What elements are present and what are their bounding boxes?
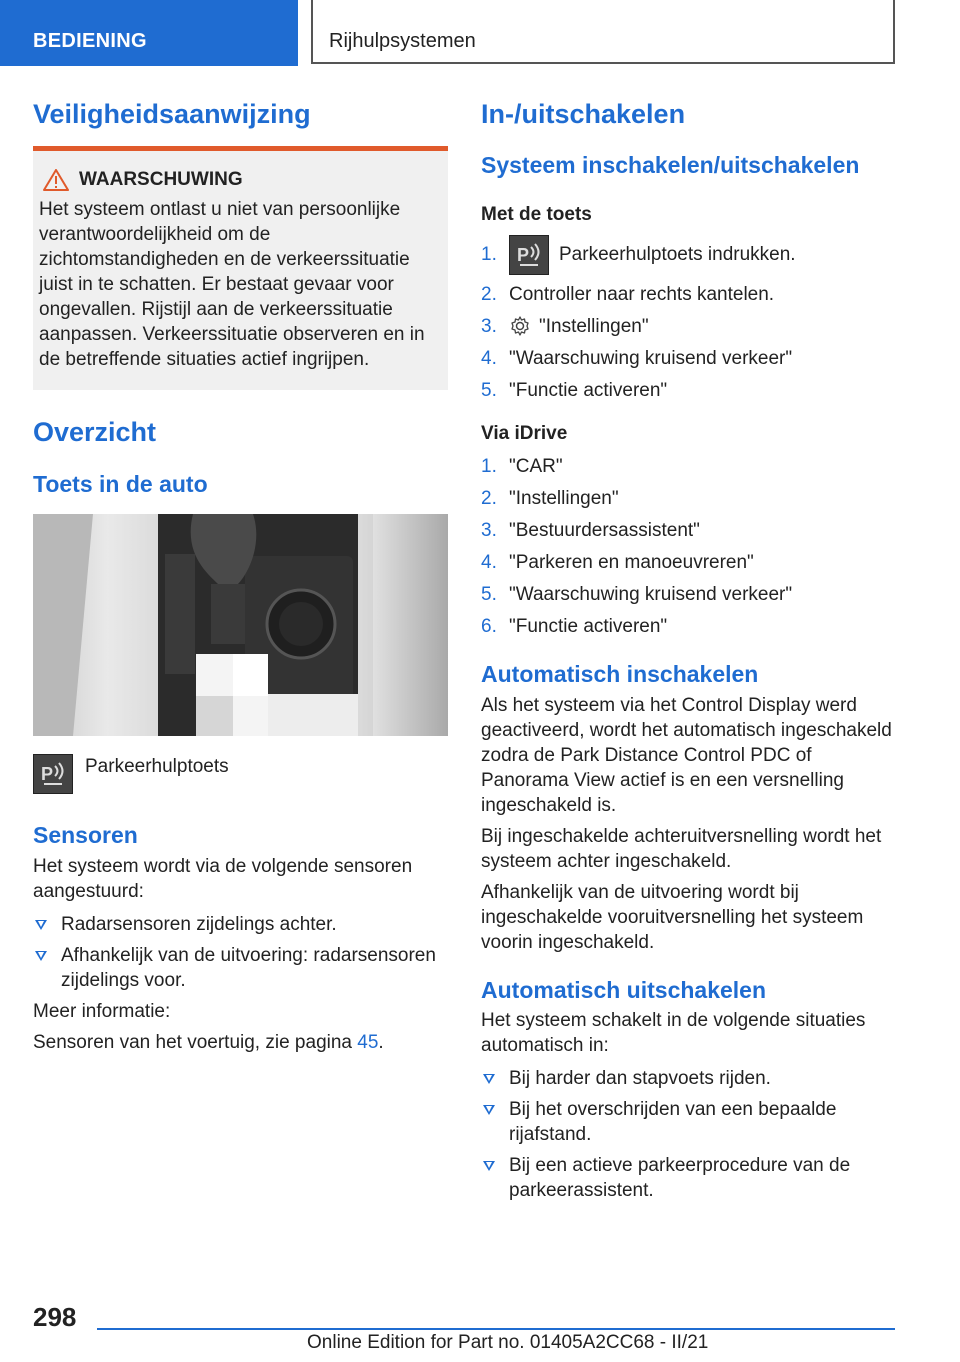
auto-on-heading: Automatisch inschakelen [481, 660, 759, 687]
gear-icon [509, 315, 531, 337]
auto-off-list [481, 1066, 896, 1203]
warning-triangle-icon [43, 169, 69, 191]
list-item: 6. "Functie activeren" [481, 615, 668, 637]
list-item: 5. "Waarschuwing kruisend verkeer" [481, 583, 793, 605]
footer-divider [97, 1328, 895, 1330]
list-item: Radarsensoren zijdelings achter. [33, 912, 448, 937]
list-item: Bij harder dan stapvoets rijden. [481, 1066, 896, 1091]
button-method-heading: Met de toets [481, 203, 592, 225]
idrive-steps [481, 454, 896, 639]
console-illustration [33, 514, 448, 736]
page-reference: Sensoren van het voertuig, zie pagina 45. [33, 1031, 384, 1053]
button-legend [33, 754, 448, 794]
list-item: Bij een actieve parkeerprocedure van de parkeerassistent. [481, 1153, 896, 1203]
button-steps [481, 235, 896, 403]
svg-text:P: P [41, 764, 54, 785]
section-title: BEDIENING [33, 30, 147, 52]
list-item: 2. Controller naar rechts kantelen. [481, 283, 775, 305]
section-tab [0, 0, 298, 66]
auto-on-paragraph-1: Als het systeem via het Control Display werd geactiveerd, wordt het automatisch ingeschakeld zodra de Park Distance Control PDC of Panorama View actief is en een versnelling ingeschakeld is. [481, 694, 892, 816]
onoff-heading: In-/uitschakelen [481, 99, 686, 129]
warning-text: Het systeem ontlast u niet van persoonlijke verantwoordelijkheid om de zichtomstandigheden en de verkeerssituatie juist in te schatten. Er bestaat gevaar voor ongevallen. Rijstijl aan de verkeerssituatie aanpassen. Verkeerssituatie observeren en in de betreffende situaties actief ingrijpen. [39, 199, 425, 371]
idrive-heading: Via iDrive [481, 422, 568, 444]
list-item: 5. "Functie activeren" [481, 379, 668, 401]
overview-heading: Overzicht [33, 417, 157, 448]
right-column [481, 98, 896, 1209]
auto-on-paragraph-3: Afhankelijk van de uitvoering wordt bij ingeschakelde vooruitversnelling het systeem voorin ingeschakeld. [481, 881, 864, 953]
svg-text:P: P [517, 244, 530, 265]
auto-on-paragraph-2: Bij ingeschakelde achteruitversnelling wordt het systeem achter ingeschakeld. [481, 825, 882, 872]
list-item: 3. "Instellingen" [481, 315, 649, 337]
chapter-tab [311, 0, 895, 64]
more-info: Meer informatie: [33, 1000, 171, 1022]
list-item: 1. "CAR" [481, 455, 563, 477]
auto-off-heading: Automatisch uitschakelen [481, 976, 767, 1003]
chapter-title: Rijhulpsystemen [329, 30, 476, 52]
auto-off-intro: Het systeem schakelt in de volgende situaties automatisch in: [481, 1010, 866, 1057]
left-column [33, 98, 448, 1055]
list-item: Afhankelijk van de uitvoering: radarsensoren zijdelings voor. [33, 943, 448, 993]
park-assist-icon [509, 235, 549, 275]
system-heading: Systeem inschakelen/uitschakelen [481, 152, 860, 179]
button-heading: Toets in de auto [33, 470, 208, 497]
edition-text: Online Edition for Part no. 01405A2CC68 - II/21 [307, 1332, 709, 1353]
sensors-heading: Sensoren [33, 822, 138, 849]
list-item: 1. P Parkeerhulptoets indrukken. [481, 235, 896, 275]
center-console-photo [33, 514, 448, 736]
legend-label: Parkeerhulptoets [85, 756, 229, 778]
page-number: 298 [33, 1302, 77, 1332]
list-item: 4. "Waarschuwing kruisend verkeer" [481, 347, 793, 369]
list-item: 2. "Instellingen" [481, 487, 619, 509]
warning-title: WAARSCHUWING [79, 169, 243, 191]
park-assist-icon [33, 754, 73, 794]
sensors-list [33, 912, 448, 993]
warning-box [33, 146, 448, 390]
safety-heading: Veiligheidsaanwijzing [33, 99, 311, 129]
list-item: Bij het overschrijden van een bepaalde rijafstand. [481, 1097, 896, 1147]
page-link[interactable]: 45 [357, 1031, 379, 1053]
sensors-intro: Het systeem wordt via de volgende sensoren aangestuurd: [33, 855, 413, 902]
list-item: 3. "Bestuurdersassistent" [481, 519, 700, 541]
list-item: 4. "Parkeren en manoeuvreren" [481, 551, 754, 573]
